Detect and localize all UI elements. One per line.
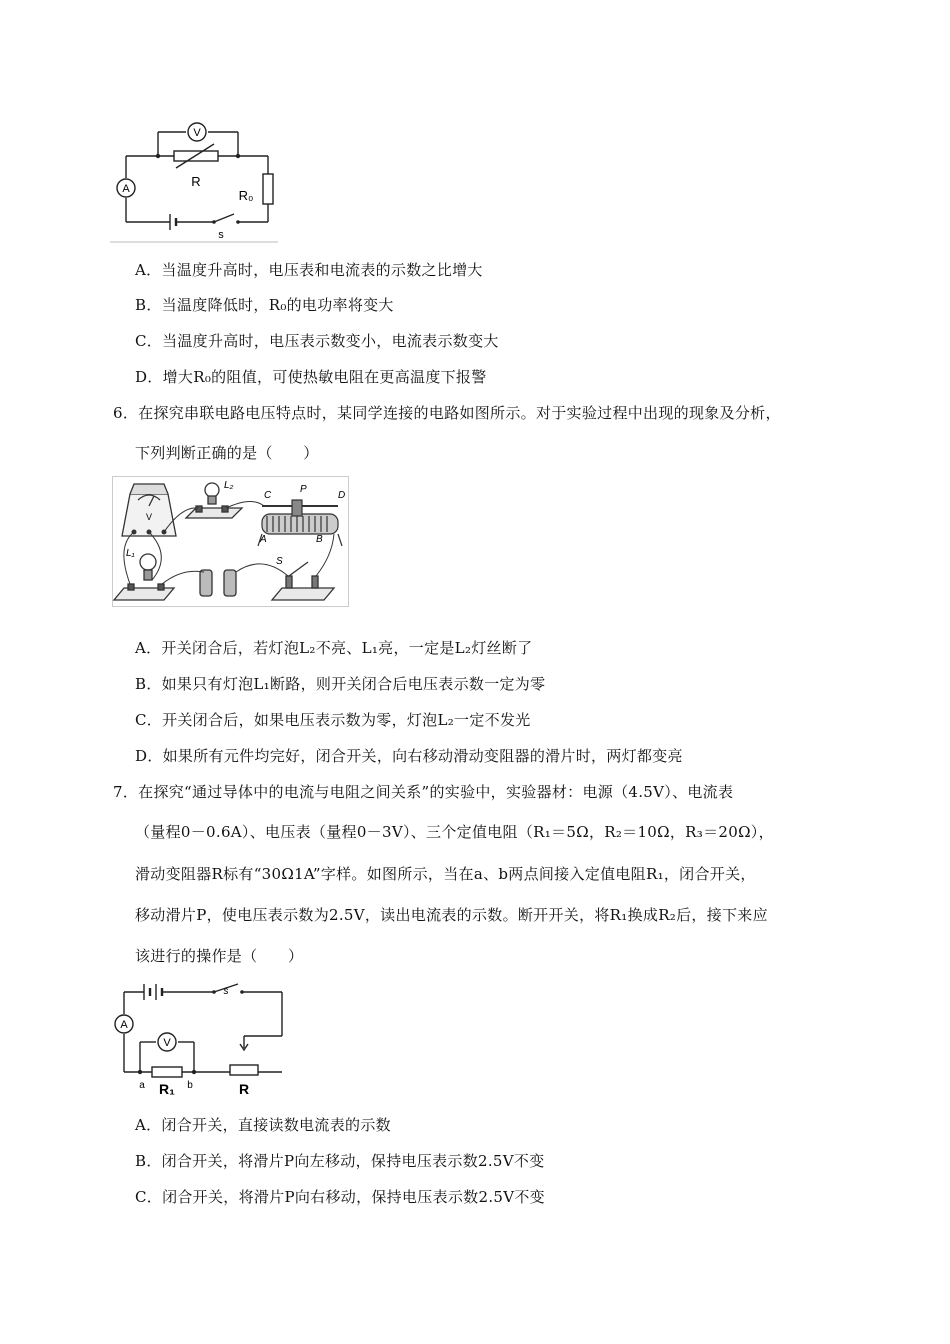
q7-stem-line5: 该进行的操作是（ ） [135,947,304,965]
q6-option-a: A．开关闭合后，若灯泡L₂不亮、L₁亮，一定是L₂灯丝断了 [135,639,533,657]
fig2-l2-label: L₂ [224,480,234,491]
q5-option-a: A．当温度升高时，电压表和电流表的示数之比增大 [135,261,483,279]
fig3-switch-label: s [223,986,229,997]
q6-stem-line1: 6．在探究串联电路电压特点时，某同学连接的电路如图所示。对于实验过程中出现的现象及分析， [113,404,781,422]
circuit-photo-series-lamps [112,476,350,608]
fig2-d-label: D [338,490,346,501]
circuit-diagram-resistor-rheostat [110,980,290,1098]
q6-stem-line2: 下列判断正确的是（ ） [135,444,319,462]
fig2-s-label: S [276,556,283,567]
q7-stem-line3: 滑动变阻器R标有“30Ω1A”字样。如图所示，当在a、b两点间接入定值电阻R₁，闭合开关， [135,865,756,883]
fig2-b-label: B [316,534,323,545]
q7-option-b: B．闭合开关，将滑片P向左移动，保持电压表示数2.5V不变 [135,1152,545,1170]
q7-option-a: A．闭合开关，直接读数电流表的示数 [135,1116,391,1134]
q6-option-b: B．如果只有灯泡L₁断路，则开关闭合后电压表示数一定为零 [135,675,546,693]
fig2-p-label: P [300,484,307,495]
q7-stem-line2: （量程0－0.6A）、电压表（量程0－3V）、三个定值电阻（R₁＝5Ω，R₂＝10Ω，R₃＝20Ω）， [135,823,774,841]
q7-stem-line1: 7．在探究“通过导体中的电流与电阻之间关系”的实验中，实验器材：电源（4.5V）、电流表 [113,783,734,801]
q5-option-d: D．增大R₀的阻值，可使热敏电阻在更高温度下报警 [135,368,487,386]
fig2-voltmeter-label: V [145,512,153,522]
circuit-diagram-thermistor [110,118,282,244]
fig3-point-b-label: b [187,1080,193,1091]
q7-option-c: C．闭合开关，将滑片P向右移动，保持电压表示数2.5V不变 [135,1188,545,1206]
fig3-voltmeter-label: V [163,1037,171,1049]
q6-option-c: C．开关闭合后，如果电压表示数为零，灯泡L₂一定不发光 [135,711,531,729]
q6-option-d: D．如果所有元件均完好，闭合开关，向右移动滑动变阻器的滑片时，两灯都变亮 [135,747,683,765]
resistor-r0-label: R₀ [238,188,254,203]
ammeter-label: A [122,183,130,195]
resistor-r-label: R [191,174,201,189]
voltmeter-label: V [193,127,201,139]
fig3-ammeter-label: A [120,1019,128,1031]
fig3-point-a-label: a [139,1080,145,1091]
switch-label: s [218,229,224,241]
q5-option-c: C．当温度升高时，电压表示数变小，电流表示数变大 [135,332,499,350]
fig3-r1-label: R₁ [159,1081,175,1097]
fig2-c-label: C [264,490,272,501]
q5-option-b: B．当温度降低时，R₀的电功率将变大 [135,296,394,314]
fig2-a-label: A [260,534,267,545]
fig3-r-label: R [238,1081,250,1097]
q7-stem-line4: 移动滑片P，使电压表示数为2.5V，读出电流表的示数。断开开关，将R₁换成R₂后，接下来应 [135,906,768,924]
fig2-l1-label: L₁ [126,548,135,559]
